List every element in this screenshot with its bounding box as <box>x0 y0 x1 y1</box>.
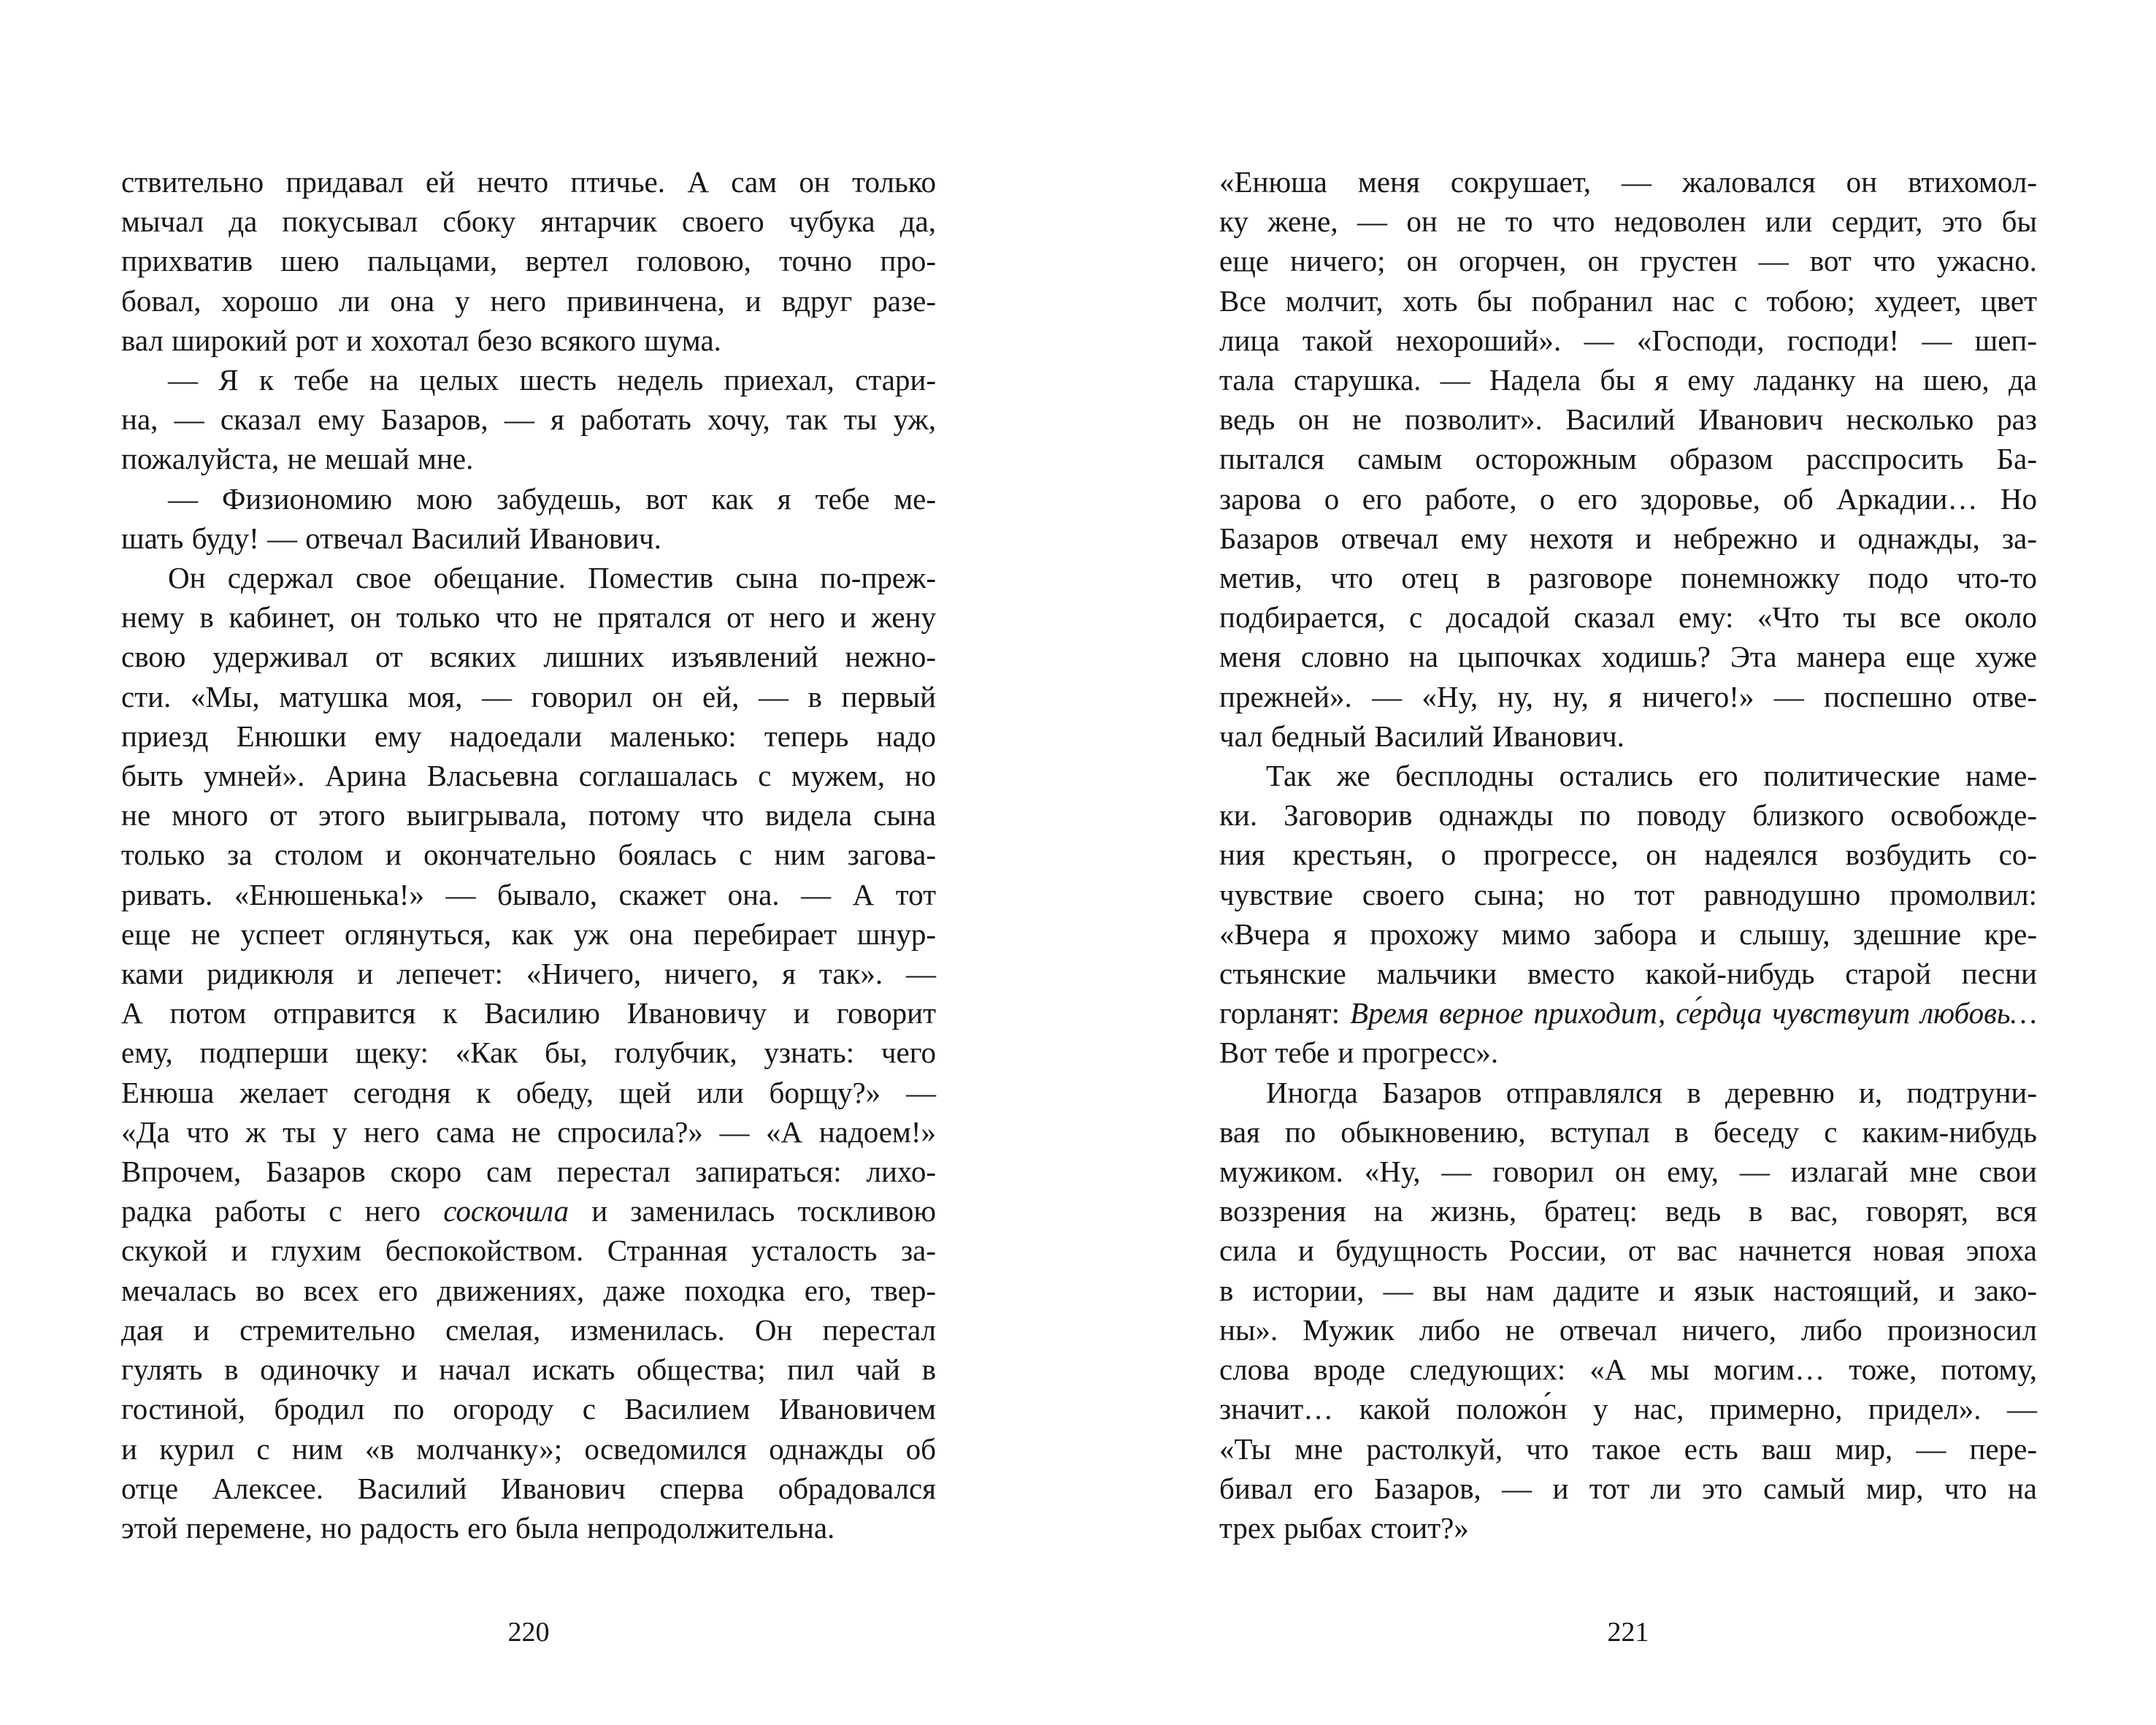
text-line <box>1219 399 2037 439</box>
text-segment: еще ничего; он огорчен, он грустен — вот что ужасно. <box>1219 244 2037 278</box>
text-line <box>121 1310 936 1350</box>
text-line <box>121 519 936 558</box>
text-segment: прихватив шею пальцами, вертел головою, точно про- <box>121 244 936 278</box>
text-line <box>121 1231 936 1270</box>
text-segment: — Я к тебе на целых шесть недель приехал, стари- <box>168 363 936 397</box>
text-line <box>1219 1469 2037 1508</box>
text-segment: Енюша желает сегодня к обеду, щей или борщу?» — <box>121 1075 936 1109</box>
text-segment: сила и будущность России, от вас начнется новая эпоха <box>1219 1233 2037 1268</box>
text-line <box>1219 716 2037 756</box>
text-segment: скукой и глухим беспокойством. Странная усталость за- <box>121 1233 936 1268</box>
text-segment: ку жене, — он не то что недоволен или сердит, это бы <box>1219 204 2037 239</box>
text-segment: сти. «Мы, матушка моя, — говорил он ей, — в первый <box>121 679 936 714</box>
text-segment: Все молчит, хоть бы побранил нас с тобою; худеет, цвет <box>1219 283 2037 318</box>
text-line <box>1219 1231 2037 1270</box>
text-segment: пытался самым осторожным образом расспросить Ба- <box>1219 442 2037 476</box>
text-segment: стьянские мальчики вместо какой-нибудь старой песни <box>1219 957 2037 991</box>
text-segment: трех рыбах стоит?» <box>1219 1510 1469 1545</box>
text-line <box>121 1469 936 1508</box>
text-line <box>121 241 936 280</box>
text-segment: ками ридикюля и лепечет: «Ничего, ничего, я так». — <box>121 957 936 991</box>
text-line <box>121 1033 936 1072</box>
text-line <box>1219 1033 2037 1072</box>
text-segment: и заменилась тоскливою <box>569 1194 936 1228</box>
text-line <box>121 1112 936 1152</box>
text-segment: приезд Енюшки ему надоедали маленько: теперь надо <box>121 719 936 753</box>
text-segment: меня словно на цыпочках ходишь? Эта манера еще хуже <box>1219 640 2037 674</box>
text-line <box>121 716 936 756</box>
text-segment: лица такой нехороший». — «Господи, господи! — шеп- <box>1219 323 2037 357</box>
text-line <box>121 954 936 993</box>
text-segment: чувствие своего сына; но тот равнодушно промолвил: <box>1219 877 2037 911</box>
text-segment: не много от этого выигрывала, потому что видела сына <box>121 798 936 833</box>
text-segment: «Енюша меня сокрушает, — жаловался он втихомол- <box>1219 165 2037 199</box>
text-line <box>121 637 936 676</box>
text-segment: вал широкий рот и хохотал безо всякого шума. <box>121 323 721 357</box>
text-line <box>1219 1073 2037 1112</box>
text-line <box>121 914 936 954</box>
text-segment: гостиной, бродил по огороду с Василием Ивановичем <box>121 1392 936 1426</box>
text-segment: подбирается, с досадой сказал ему: «Что ты все около <box>1219 600 2037 635</box>
text-line <box>1219 875 2037 914</box>
text-segment: свою удерживал от всяких лишних изъявлений нежно- <box>121 640 936 674</box>
text-segment: вая по обыкновению, вступал в беседу с каким-нибудь <box>1219 1114 2037 1149</box>
text-segment: только за столом и окончательно боялась с ним загова- <box>121 838 936 872</box>
text-line <box>1219 756 2037 795</box>
text-line <box>1219 1271 2037 1310</box>
text-segment: и курил с ним «в молчанку»; осведомился однажды об <box>121 1431 936 1466</box>
text-line <box>1219 360 2037 399</box>
text-segment-italic: соскочила <box>443 1194 569 1228</box>
text-segment: в истории, — вы нам дадите и язык настоящий, и зако- <box>1219 1273 2037 1307</box>
text-line <box>1219 597 2037 637</box>
text-segment: ведь он не позволит». Василий Иванович несколько раз <box>1219 402 2037 437</box>
text-segment: радка работы с него <box>121 1194 444 1228</box>
text-segment: быть умней». Арина Власьевна соглашалась с мужем, но <box>121 759 936 793</box>
text-segment: ривать. «Енюшенька!» — бывало, скажет она. — А тот <box>121 877 936 911</box>
text-segment: «Да что ж ты у него сама не спросила?» — «А надоем!» <box>121 1114 936 1149</box>
text-segment: нему в кабинет, он только что не прятался от него и жену <box>121 600 936 635</box>
text-segment: этой перемене, но радость его была непродолжительна. <box>121 1510 835 1545</box>
text-line <box>121 835 936 874</box>
text-line <box>1219 993 2037 1033</box>
text-line <box>121 1073 936 1112</box>
text-line <box>121 399 936 439</box>
text-line <box>121 558 936 597</box>
text-line <box>121 677 936 716</box>
text-segment: Он сдержал свое обещание. Поместив сына по-преж- <box>168 561 936 595</box>
page-text <box>121 162 936 1548</box>
text-line <box>1219 202 2037 241</box>
text-line <box>121 1389 936 1428</box>
text-segment: «Вчера я прохожу мимо забора и слышу, здешние кре- <box>1219 917 2037 951</box>
text-line <box>1219 795 2037 835</box>
text-segment-italic: Время верное приходит, се́рдца чувствуит любовь… <box>1350 996 2037 1030</box>
text-segment: еще не успеет оглянуться, как уж она перебирает шнур- <box>121 917 936 951</box>
text-segment: гулять в одиночку и начал искать общества; пил чай в <box>121 1353 936 1387</box>
text-line <box>121 360 936 399</box>
text-line <box>1219 162 2037 202</box>
page-left <box>121 0 936 1725</box>
text-segment: бовал, хорошо ли она у него привинчена, и вдруг разе- <box>121 283 936 318</box>
text-segment: ны». Мужик либо не отвечал ничего, либо произносил <box>1219 1312 2037 1347</box>
text-line <box>1219 479 2037 519</box>
text-line <box>121 439 936 478</box>
text-segment: метив, что отец в разговоре понемножку подо что-то <box>1219 561 2037 595</box>
text-segment: Базаров отвечал ему нехотя и небрежно и однажды, за- <box>1219 521 2037 555</box>
text-segment: отце Алексее. Василий Иванович сперва обрадовался <box>121 1471 936 1505</box>
text-segment: тала старушка. — Надела бы я ему ладанку на шею, да <box>1219 363 2037 397</box>
text-line <box>121 795 936 835</box>
text-line <box>121 1271 936 1310</box>
page-number: 220 <box>507 1617 550 1648</box>
text-segment: ки. Заговорив однажды по поводу близкого освобожде- <box>1219 798 2037 833</box>
text-line <box>1219 281 2037 321</box>
text-line <box>1219 1508 2037 1548</box>
text-line <box>121 321 936 360</box>
text-segment: бивал его Базаров, — и тот ли это самый мир, что на <box>1219 1471 2037 1505</box>
text-segment: прежней». — «Ну, ну, ну, я ничего!» — поспешно отве- <box>1219 679 2037 714</box>
text-line <box>1219 1112 2037 1152</box>
text-segment: Вот тебе и прогресс». <box>1219 1036 1499 1070</box>
text-segment: «Ты мне растолкуй, что такое есть ваш мир, — пере- <box>1219 1431 2037 1466</box>
text-line <box>121 162 936 202</box>
text-line <box>1219 1350 2037 1389</box>
text-segment: пожалуйста, не мешай мне. <box>121 442 474 476</box>
text-segment: — Физиономию мою забудешь, вот как я тебе ме- <box>168 481 936 516</box>
text-segment: горланят: <box>1219 996 1351 1030</box>
text-line <box>1219 677 2037 716</box>
page-text <box>1219 162 2037 1548</box>
page-number: 221 <box>1607 1617 1649 1648</box>
text-segment: мечалась во всех его движениях, даже походка его, твер- <box>121 1273 936 1307</box>
text-line <box>121 993 936 1033</box>
text-segment: значит… какой положо́н у нас, примерно, придел». — <box>1219 1392 2037 1426</box>
text-segment: ния крестьян, о прогрессе, он надеялся возбудить со- <box>1219 838 2037 872</box>
text-segment: Так же бесплодны остались его политические наме- <box>1266 759 2037 793</box>
text-line <box>1219 1429 2037 1469</box>
page-right <box>1219 0 2037 1725</box>
text-line <box>1219 835 2037 874</box>
text-line <box>1219 1389 2037 1428</box>
text-line <box>121 875 936 914</box>
text-segment: на, — сказал ему Базаров, — я работать хочу, так ты уж, <box>121 402 936 437</box>
text-line <box>1219 439 2037 478</box>
text-line <box>121 479 936 519</box>
text-segment: ствительно придавал ей нечто птичье. А сам он только <box>121 165 936 199</box>
text-segment: чал бедный Василий Иванович. <box>1219 719 1624 753</box>
text-line <box>121 1350 936 1389</box>
text-line <box>1219 954 2037 993</box>
text-segment: зарова о его работе, о его здоровье, об Аркадии… Но <box>1219 481 2037 516</box>
text-line <box>121 1429 936 1469</box>
text-segment: слова вроде следующих: «А мы могим… тоже, потому, <box>1219 1353 2037 1387</box>
text-line <box>1219 321 2037 360</box>
text-line <box>121 202 936 241</box>
text-segment: воззрения на жизнь, братец: ведь в вас, говорят, вся <box>1219 1194 2037 1228</box>
text-line <box>1219 1310 2037 1350</box>
text-line <box>1219 558 2037 597</box>
text-line <box>1219 914 2037 954</box>
text-line <box>121 756 936 795</box>
text-line <box>121 1152 936 1191</box>
text-segment: А потом отправится к Василию Ивановичу и говорит <box>121 996 936 1030</box>
text-segment: ему, подперши щеку: «Как бы, голубчик, узнать: чего <box>121 1036 936 1070</box>
text-line <box>121 281 936 321</box>
text-line <box>1219 519 2037 558</box>
text-line <box>121 1508 936 1548</box>
text-segment: Иногда Базаров отправлялся в деревню и, подтруни- <box>1266 1075 2037 1109</box>
text-line <box>121 1191 936 1231</box>
text-segment: дая и стремительно смелая, изменилась. Он перестал <box>121 1312 936 1347</box>
text-line <box>1219 637 2037 676</box>
text-segment: мычал да покусывал сбоку янтарчик своего чубука да, <box>121 204 936 239</box>
text-segment: Впрочем, Базаров скоро сам перестал запираться: лихо- <box>121 1155 936 1189</box>
text-line <box>1219 1152 2037 1191</box>
text-line <box>1219 241 2037 280</box>
text-line <box>1219 1191 2037 1231</box>
text-line <box>121 597 936 637</box>
text-segment: мужиком. «Ну, — говорил он ему, — излагай мне свои <box>1219 1155 2037 1189</box>
text-segment: шать буду! — отвечал Василий Иванович. <box>121 521 661 555</box>
